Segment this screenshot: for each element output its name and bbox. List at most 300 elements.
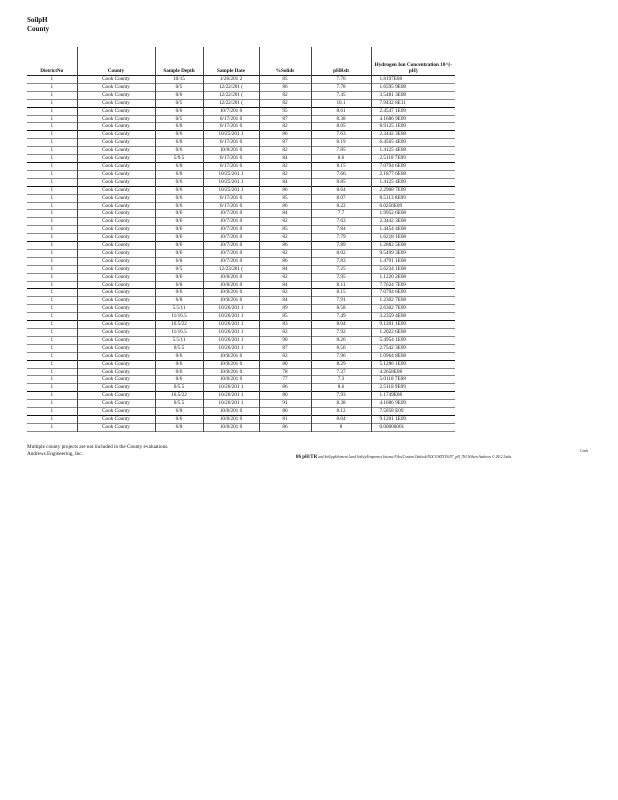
district-cell: 1 <box>50 329 54 335</box>
solids-cell: 82 <box>259 147 311 155</box>
sample-depth-cell: 0/6 <box>155 242 203 250</box>
county-cell: Cook County <box>77 305 155 313</box>
sample-depth-cell: 0/6 <box>155 234 203 242</box>
county-cell: Cook County <box>77 376 155 384</box>
col-header-hydrogen-ion: Hydrogen Ion Concentration 10^(-pH) <box>371 47 455 76</box>
hydrogen-ion-cell: 5.4954 1E09 <box>371 336 455 344</box>
solids-cell: 84 <box>259 281 311 289</box>
hydrogen-ion-cell: 9.5499 3E09 <box>371 249 455 257</box>
district-cell: 1 <box>50 202 54 209</box>
sample-date-cell: 6/17/201 0 <box>203 194 259 202</box>
hydrogen-ion-cell: 4.1686 9E09 <box>371 400 455 408</box>
table-row <box>27 336 455 344</box>
ph-result-cell: 7.85 <box>311 147 371 155</box>
sample-depth-cell: 0/6 <box>155 186 203 194</box>
county-cell: Cook County <box>77 91 155 99</box>
district-cell: 1 <box>50 170 54 177</box>
solids-cell: 89 <box>259 305 311 313</box>
county-cell: Cook County <box>77 178 155 186</box>
table-row <box>27 210 455 218</box>
sample-date-cell: 10/25/201 1 <box>203 131 259 139</box>
solids-cell: 82 <box>259 249 311 257</box>
sample-depth-cell: 0/6 <box>155 376 203 384</box>
col-header-district: DistrictNo <box>40 68 64 74</box>
ph-result-cell: 7.66 <box>311 170 371 178</box>
sample-depth-cell: 0/6 <box>155 226 203 234</box>
hydrogen-ion-cell: 2.2908 7E09 <box>371 186 455 194</box>
sample-depth-cell: 0/5.5 <box>155 384 203 392</box>
solids-cell: 85 <box>259 313 311 321</box>
ph-result-cell: 8.11 <box>311 281 371 289</box>
district-cell: 1 <box>50 210 54 217</box>
district-cell: 1 <box>50 234 54 241</box>
ph-result-cell: 8.04 <box>311 415 371 423</box>
table-row <box>27 368 455 376</box>
district-cell: 1 <box>50 249 54 256</box>
ph-result-cell: 8.56 <box>311 344 371 352</box>
solids-cell: 82 <box>259 289 311 297</box>
table-row <box>27 423 455 431</box>
solids-cell: 87 <box>259 344 311 352</box>
solids-cell: 86 <box>259 186 311 194</box>
county-cell: Cook County <box>77 289 155 297</box>
district-cell: 1 <box>50 155 54 162</box>
table-row <box>27 107 455 115</box>
district-cell: 1 <box>50 178 54 185</box>
sample-date-cell: 10/26/201 1 <box>203 400 259 408</box>
county-cell: Cook County <box>77 131 155 139</box>
hydrogen-ion-cell: 1.2882 5E08 <box>371 242 455 250</box>
solids-cell: 82 <box>259 99 311 107</box>
table-row <box>27 408 455 416</box>
solids-cell: 78 <box>259 368 311 376</box>
district-cell: 1 <box>50 289 54 296</box>
table-row <box>27 83 455 91</box>
table-row <box>27 242 455 250</box>
sample-date-cell: 10/7/201 0 <box>203 249 259 257</box>
solids-cell: 84 <box>259 178 311 186</box>
district-cell: 1 <box>50 123 54 130</box>
sample-depth-cell: 6/8 <box>155 170 203 178</box>
county-cell: Cook County <box>77 344 155 352</box>
ph-result-cell: 8.29 <box>311 360 371 368</box>
sample-date-cell: 6/17/201 0 <box>203 202 259 210</box>
county-cell: Cook County <box>77 384 155 392</box>
sample-depth-cell: 0/5 <box>155 115 203 123</box>
district-cell: 1 <box>50 344 54 351</box>
sample-date-cell: 10/8/201 0 <box>203 289 259 297</box>
hydrogen-ion-cell: 7.5858 E09 <box>371 408 455 416</box>
col-header-sample-depth: Sample Depth <box>155 47 203 76</box>
col-header-ph-result: pHRslt <box>311 47 371 76</box>
county-cell: Cook County <box>77 297 155 305</box>
hydrogen-ion-cell: 6.0256E09 <box>371 202 455 210</box>
hydrogen-ion-cell: 4.2658E08 <box>371 368 455 376</box>
table-row <box>27 321 455 329</box>
county-cell: Cook County <box>77 281 155 289</box>
county-cell: Cook County <box>77 170 155 178</box>
district-cell: 1 <box>50 162 54 169</box>
county-cell: Cook County <box>77 115 155 123</box>
footer-path-text: and Soil/p​gSelvment Land Soils/p​Temporary Intense Files/Content.Outlook/NOCGWZVI/GN7_pH_7b5 Wilson Andrews © 2012 Links <box>318 455 512 459</box>
ph-result-cell: 8.05 <box>311 123 371 131</box>
table-row <box>27 115 455 123</box>
district-cell: 1 <box>50 147 54 154</box>
county-cell: Cook County <box>77 99 155 107</box>
sample-date-cell: 10/26/201 1 <box>203 384 259 392</box>
ph-result-cell: 7.25 <box>311 265 371 273</box>
ph-result-cell: 8.12 <box>311 408 371 416</box>
county-cell: Cook County <box>77 423 155 431</box>
ph-result-cell: 7.95 <box>311 273 371 281</box>
table-row <box>27 226 455 234</box>
sample-date-cell: 10/7/201 0 <box>203 226 259 234</box>
sample-depth-cell: 6/8 <box>155 297 203 305</box>
sample-date-cell: 12/22/201 ( <box>203 91 259 99</box>
sample-depth-cell: 0/6 <box>155 415 203 423</box>
solids-cell: 82 <box>259 91 311 99</box>
sample-depth-cell: 0/6 <box>155 368 203 376</box>
footer-notes <box>27 444 168 458</box>
sample-depth-cell: 5.5/11 <box>155 336 203 344</box>
sample-depth-cell: 0/6 <box>155 273 203 281</box>
sample-depth-cell: 0/6 <box>155 352 203 360</box>
table-row <box>27 344 455 352</box>
ph-result-cell: 7.3 <box>311 376 371 384</box>
table-row <box>27 178 455 186</box>
ph-result-cell: 7.96 <box>311 352 371 360</box>
hydrogen-ion-cell: 1.0964 8E08 <box>371 352 455 360</box>
district-cell: 1 <box>50 131 54 138</box>
county-cell: Cook County <box>77 273 155 281</box>
hydrogen-ion-cell: 7.0794 6E09 <box>371 162 455 170</box>
hydrogen-ion-cell: 7.9432 8E11 <box>371 99 455 107</box>
col-header-sample-date: Sample Date <box>203 47 259 76</box>
district-cell: 1 <box>50 360 54 367</box>
sample-depth-cell: 5.5/11 <box>155 305 203 313</box>
district-cell: 1 <box>50 384 54 391</box>
sample-depth-cell: 0/5.5 <box>155 400 203 408</box>
district-cell: 1 <box>50 423 54 430</box>
district-cell: 1 <box>50 99 54 106</box>
sample-date-cell: 10/8/201 0 <box>203 415 259 423</box>
solids-cell: 86 <box>259 202 311 210</box>
ph-result-cell: 7.83 <box>311 257 371 265</box>
county-cell: Cook County <box>77 234 155 242</box>
sample-date-cell: 6/17/201 0 <box>203 155 259 163</box>
footer-path-prefix: 86 pH/TR <box>296 455 318 460</box>
county-cell: Cook County <box>77 336 155 344</box>
solids-cell: 77 <box>259 376 311 384</box>
county-cell: Cook County <box>77 257 155 265</box>
sample-depth-cell: 0/6 <box>155 178 203 186</box>
ph-result-cell: 8.04 <box>311 321 371 329</box>
county-cell: Cook County <box>77 400 155 408</box>
sample-date-cell: 10/7/201 0 <box>203 107 259 115</box>
hydrogen-ion-cell: 1.4125 4E09 <box>371 178 455 186</box>
sample-depth-cell: 6/8 <box>155 281 203 289</box>
sample-date-cell: 10/26/201 1 <box>203 336 259 344</box>
district-cell: 1 <box>50 194 54 201</box>
solids-cell: 86 <box>259 242 311 250</box>
table-row <box>27 265 455 273</box>
district-cell: 1 <box>50 392 54 399</box>
hydrogen-ion-cell: 8.5113 8E09 <box>371 194 455 202</box>
solids-cell: 85 <box>259 226 311 234</box>
sample-date-cell: 10/25/201 1 <box>203 186 259 194</box>
hydrogen-ion-cell: 1.9952 6E08 <box>371 210 455 218</box>
hydrogen-ion-cell: 1.1749E08 <box>371 392 455 400</box>
hydrogen-ion-cell: 3.2359 4E08 <box>371 313 455 321</box>
page-title: SoilpH <box>27 16 48 24</box>
hydrogen-ion-cell: 2.5118 7E09 <box>371 155 455 163</box>
ph-result-cell: 7.63 <box>311 218 371 226</box>
sample-date-cell: 10/25/201 1 <box>203 178 259 186</box>
table-row <box>27 202 455 210</box>
hydrogen-ion-cell: 5.6234 1E08 <box>371 265 455 273</box>
hydrogen-ion-cell: 1.6218 1E08 <box>371 234 455 242</box>
solids-cell: 84 <box>259 297 311 305</box>
solids-cell: 86 <box>259 384 311 392</box>
table-row <box>27 313 455 321</box>
district-cell: 1 <box>50 376 54 383</box>
hydrogen-ion-cell: 2.7542 3E09 <box>371 344 455 352</box>
solids-cell: 87 <box>259 115 311 123</box>
sample-depth-cell: 0/6 <box>155 210 203 218</box>
hydrogen-ion-cell: 2.3442 3E08 <box>371 131 455 139</box>
solids-cell: 82 <box>259 218 311 226</box>
hydrogen-ion-cell: 8.9125 1E09 <box>371 123 455 131</box>
table-row <box>27 131 455 139</box>
sample-depth-cell: 0/6 <box>155 202 203 210</box>
district-cell: 1 <box>50 415 54 422</box>
ph-result-cell: 8.26 <box>311 336 371 344</box>
table-row <box>27 76 455 84</box>
sample-depth-cell: 6/8 <box>155 423 203 431</box>
county-cell: Cook County <box>77 242 155 250</box>
county-cell: Cook County <box>77 218 155 226</box>
sample-depth-cell: 0/5 <box>155 83 203 91</box>
sample-date-cell: 10/7/201 0 <box>203 218 259 226</box>
sample-date-cell: 10/8/201 0 <box>203 352 259 360</box>
ph-result-cell: 8.61 <box>311 107 371 115</box>
ph-result-cell: 8.6 <box>311 155 371 163</box>
district-cell: 1 <box>50 115 54 122</box>
district-cell: 1 <box>50 321 54 328</box>
table-row <box>27 289 455 297</box>
sample-date-cell: 12/22/201 ( <box>203 99 259 107</box>
hydrogen-ion-cell: 1.4454 4E08 <box>371 226 455 234</box>
sample-date-cell: 6/17/201 0 <box>203 123 259 131</box>
ph-result-cell: 7.76 <box>311 76 371 84</box>
district-cell: 1 <box>50 186 54 193</box>
solids-cell: 85 <box>259 194 311 202</box>
sample-depth-cell: 6/8 <box>155 123 203 131</box>
solids-cell: 82 <box>259 329 311 337</box>
sample-depth-cell: 0/6 <box>155 249 203 257</box>
ph-result-cell: 7.45 <box>311 91 371 99</box>
hydrogen-ion-cell: 2.4547 1E09 <box>371 107 455 115</box>
table-row <box>27 170 455 178</box>
ph-result-cell: 8.85 <box>311 178 371 186</box>
solids-cell: 80 <box>259 360 311 368</box>
ph-result-cell: 7.37 <box>311 368 371 376</box>
table-row <box>27 249 455 257</box>
solids-cell: 86 <box>259 83 311 91</box>
hydrogen-ion-cell: 4.1686 9E09 <box>371 115 455 123</box>
ph-result-cell: 8.58 <box>311 305 371 313</box>
sample-date-cell: 10/26/201 1 <box>203 329 259 337</box>
ph-result-cell: 7.89 <box>311 242 371 250</box>
solids-cell: 86 <box>259 131 311 139</box>
hydrogen-ion-cell: 2.6302 7E09 <box>371 305 455 313</box>
district-cell: 1 <box>50 305 54 312</box>
county-cell: Cook County <box>77 76 155 84</box>
county-cell: Cook County <box>77 408 155 416</box>
solids-cell: 82 <box>259 123 311 131</box>
county-cell: Cook County <box>77 360 155 368</box>
hydrogen-ion-cell: 6.4565 4E09 <box>371 139 455 147</box>
district-cell: 1 <box>50 83 54 90</box>
ph-result-cell: 8.22 <box>311 202 371 210</box>
sample-depth-cell: 10/15 <box>155 76 203 84</box>
county-cell: Cook County <box>77 202 155 210</box>
sample-date-cell: 10/8/201 0 <box>203 423 259 431</box>
sample-depth-cell: 16.5/22 <box>155 321 203 329</box>
sample-depth-cell: 0/5 <box>155 99 203 107</box>
sample-depth-cell: 6/8 <box>155 162 203 170</box>
report-title-block <box>27 16 49 34</box>
ph-result-cell: 7.63 <box>311 131 371 139</box>
district-cell: 1 <box>50 281 54 288</box>
sample-date-cell: 12/22/201 ( <box>203 83 259 91</box>
sample-depth-cell: 0/6 <box>155 194 203 202</box>
footer-page-label: Cook <box>580 449 588 453</box>
sample-depth-cell: 0/6 <box>155 360 203 368</box>
table-row <box>27 257 455 265</box>
district-cell: 1 <box>50 368 54 375</box>
table-row <box>27 400 455 408</box>
county-cell: Cook County <box>77 249 155 257</box>
sample-date-cell: 10/8/201 0 <box>203 273 259 281</box>
sample-date-cell: 10/8/201 0 <box>203 368 259 376</box>
solids-cell: 84 <box>259 265 311 273</box>
solids-cell: 86 <box>259 257 311 265</box>
hydrogen-ion-cell: 7.0794 6E09 <box>371 289 455 297</box>
county-cell: Cook County <box>77 147 155 155</box>
col-header-county: County <box>77 47 155 76</box>
hydrogen-ion-cell: 2.1877 6E08 <box>371 170 455 178</box>
county-cell: Cook County <box>77 226 155 234</box>
district-cell: 1 <box>50 352 54 359</box>
sample-date-cell: 10/7/201 0 <box>203 234 259 242</box>
county-cell: Cook County <box>77 186 155 194</box>
ph-result-cell: 8.38 <box>311 115 371 123</box>
footer-company: Andrews Engineering, Inc. <box>27 451 83 457</box>
sample-date-cell: 10/26/201 1 <box>203 392 259 400</box>
district-cell: 1 <box>50 297 54 304</box>
sample-date-cell: 10/8/201 0 <box>203 297 259 305</box>
sample-date-cell: 10/26/201 1 <box>203 305 259 313</box>
table-row <box>27 91 455 99</box>
sample-date-cell: 10/25/201 1 <box>203 170 259 178</box>
county-cell: Cook County <box>77 415 155 423</box>
county-cell: Cook County <box>77 155 155 163</box>
table-row <box>27 384 455 392</box>
table-row <box>27 123 455 131</box>
table-row <box>27 155 455 163</box>
ph-result-cell: 8 <box>311 423 371 431</box>
hydrogen-ion-cell: 2.5118 9E09 <box>371 384 455 392</box>
hydrogen-ion-cell: 1.4791 1E08 <box>371 257 455 265</box>
solids-cell: 81 <box>259 415 311 423</box>
ph-result-cell: 8.07 <box>311 194 371 202</box>
county-cell: Cook County <box>77 392 155 400</box>
table-row <box>27 297 455 305</box>
solids-cell: 95 <box>259 107 311 115</box>
district-cell: 1 <box>50 76 54 82</box>
district-cell: 1 <box>50 91 54 98</box>
hydrogen-ion-cell: 2.3442 3E08 <box>371 218 455 226</box>
hydrogen-ion-cell: 5.1286 1E09 <box>371 360 455 368</box>
solids-cell: 84 <box>259 210 311 218</box>
hydrogen-ion-cell: 3.5481 3E08 <box>371 91 455 99</box>
sample-date-cell: 6/17/201 0 <box>203 139 259 147</box>
table-row <box>27 415 455 423</box>
solids-cell: 84 <box>259 155 311 163</box>
hydrogen-ion-cell: 9.1201 1E09 <box>371 415 455 423</box>
table-row <box>27 352 455 360</box>
solids-cell: 82 <box>259 352 311 360</box>
county-cell: Cook County <box>77 139 155 147</box>
district-cell: 1 <box>50 242 54 249</box>
sample-depth-cell: 5/9.5 <box>155 155 203 163</box>
ph-result-cell: 7.79 <box>311 234 371 242</box>
table-header-row <box>27 47 455 76</box>
county-cell: Cook County <box>77 194 155 202</box>
table-row <box>27 139 455 147</box>
hydrogen-ion-cell: 1.1220 2E08 <box>371 273 455 281</box>
sample-depth-cell: 0/5 <box>155 265 203 273</box>
county-cell: Cook County <box>77 321 155 329</box>
district-cell: 1 <box>50 218 54 225</box>
ph-result-cell: 10.1 <box>311 99 371 107</box>
county-cell: Cook County <box>77 265 155 273</box>
sample-depth-cell: 11/16.5 <box>155 329 203 337</box>
table-row <box>27 281 455 289</box>
solids-cell: 80 <box>259 408 311 416</box>
sample-depth-cell: 0/5.5 <box>155 344 203 352</box>
soil-ph-table <box>27 47 455 432</box>
table-row <box>27 360 455 368</box>
ph-result-cell: 8.38 <box>311 400 371 408</box>
sample-date-cell: 10/8/201 0 <box>203 281 259 289</box>
table-row <box>27 376 455 384</box>
solids-cell: 87 <box>259 139 311 147</box>
ph-result-cell: 8.02 <box>311 249 371 257</box>
hydrogen-ion-cell: 9.1201 1E09 <box>371 321 455 329</box>
sample-depth-cell: 0/6 <box>155 107 203 115</box>
table-row <box>27 162 455 170</box>
table-body <box>27 76 455 432</box>
sample-date-cell: 6/17/201 0 <box>203 162 259 170</box>
district-cell: 1 <box>50 139 54 146</box>
sample-date-cell: 10/26/201 1 <box>203 344 259 352</box>
hydrogen-ion-cell: 1.2302 7E08 <box>371 297 455 305</box>
sample-depth-cell: 16.5/22 <box>155 392 203 400</box>
sample-date-cell: 10/8/201 0 <box>203 408 259 416</box>
county-cell: Cook County <box>77 107 155 115</box>
